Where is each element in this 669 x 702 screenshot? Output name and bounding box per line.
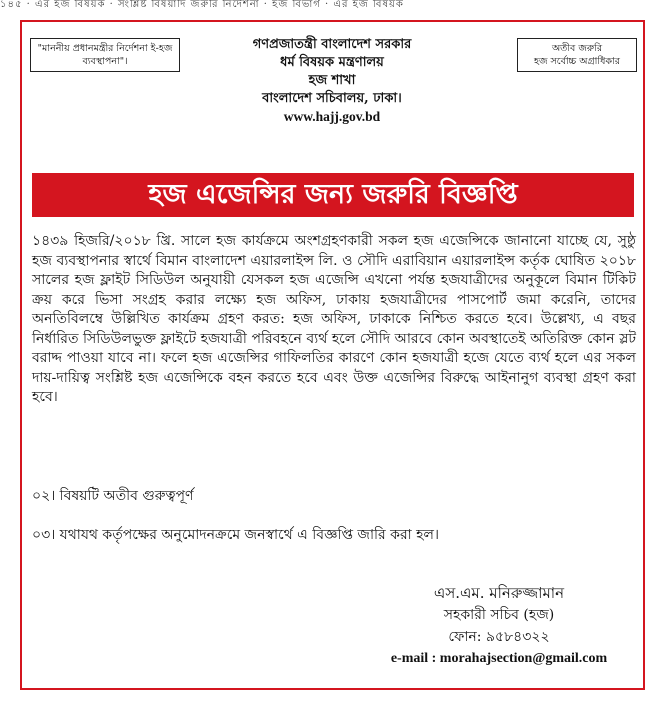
notice-title-banner: হজ এজেন্সির জন্য জরুরি বিজ্ঞপ্তি [32,173,634,217]
signatory-name: এস.এম. মনিরুজ্জামান [433,584,565,602]
notice-frame [20,20,645,690]
website-link[interactable]: www.hajj.gov.bd [283,109,381,124]
government-name: গণপ্রজাতন্ত্রী বাংলাদেশ সরকার [252,37,412,52]
urgency-line-1: অতীব জরুরি [551,43,603,54]
ministry-name: ধর্ম বিষয়ক মন্ত্রণালয় [280,55,384,70]
section-name: হজ শাখা [308,73,356,88]
signatory-email[interactable]: e-mail : morahajsection@gmail.com [390,651,608,666]
previous-page-strip: ১৪৫ · এর হজ বিষয়ক · সংশ্লিষ্ট বিষয়াদি জরুরি নির্দেশনা · হজ বিভাগ · এর হজ বিষয়ক [0,0,404,9]
urgency-line-2: হজ সর্বোচ্চ অগ্রাধিকার [533,56,621,67]
office-address: বাংলাদেশ সচিবালয়, ঢাকা। [262,91,402,106]
signatory-designation: সহকারী সচিব (হজ) [443,607,555,623]
notice-paragraph-1: ১৪৩৯ হিজরি/২০১৮ খ্রি. সালে হজ কার্যক্রমে অংশগ্রহণকারী সকল হজ এজেন্সিকে জানানো যাচ্ছে যে, সুষ্ঠু হজ ব্যবস্থাপনার স্বার্থে বিমান বাংলাদেশ এয়ারলাইন্স লি. ও সৌদি এরাবিয়ান এয়ারলাইন্স কর্তৃক ঘোষিত ২০১৮ সালের হজ ফ্লাইট সিডিউল অনুযায়ী যেসকল হজ এজেন্সি এখনো পর্যন্ত হজযাত্রীদের অনুকূলে বিমান টিকিট ক্রয় করে ভিসা সংগ্রহ করার লক্ষ্যে হজ অফিস, ঢাকায় হজযাত্রীদের পাসপোর্ট জমা করেনি, তাদের অনতিবিলম্বে উল্লিখিত কার্যক্রম গ্রহণ করত: হজ অফিস, ঢাকাকে নিশ্চিত করতে হবে। উল্লেখ্য, এ বছর নির্ধারিত সিডিউলভুক্ত ফ্লাইটে হজযাত্রী পরিবহনে ব্যর্থ হলে সৌদি আরবে কোন অবস্থাতেই অতিরিক্ত কোন স্লট বরাদ্দ পাওয়া যাবে না। ফলে হজ এজেন্সির গাফিলতির কারণে কোন হজযাত্রী হজে যেতে ব্যর্থ হলে এর সকল দায়-দায়িত্ব সংশ্লিষ্ট হজ এজেন্সিকে বহন করতে হবে এবং উক্ত এজেন্সির বিরুদ্ধে আইনানুগ ব্যবস্থা গ্রহণ করা হবে। [32,233,636,405]
ministry-header [182,36,482,126]
signatory-phone: ফোন: ৯৫৮৪৩২২ [448,629,550,645]
notice-paragraph-2: ০২। বিষয়টি অতীব গুরুত্বপূর্ণ [32,488,194,504]
signature-block [369,582,629,670]
pm-directive-note: "মাননীয় প্রধানমন্ত্রীর নির্দেশনা ই-হজ ব্যবস্থাপনা"। [30,38,180,72]
notice-paragraph-3: ০৩। যথাযথ কর্তৃপক্ষের অনুমোদনক্রমে জনস্বার্থে এ বিজ্ঞপ্তি জারি করা হল। [32,527,439,543]
urgency-note [517,38,637,72]
